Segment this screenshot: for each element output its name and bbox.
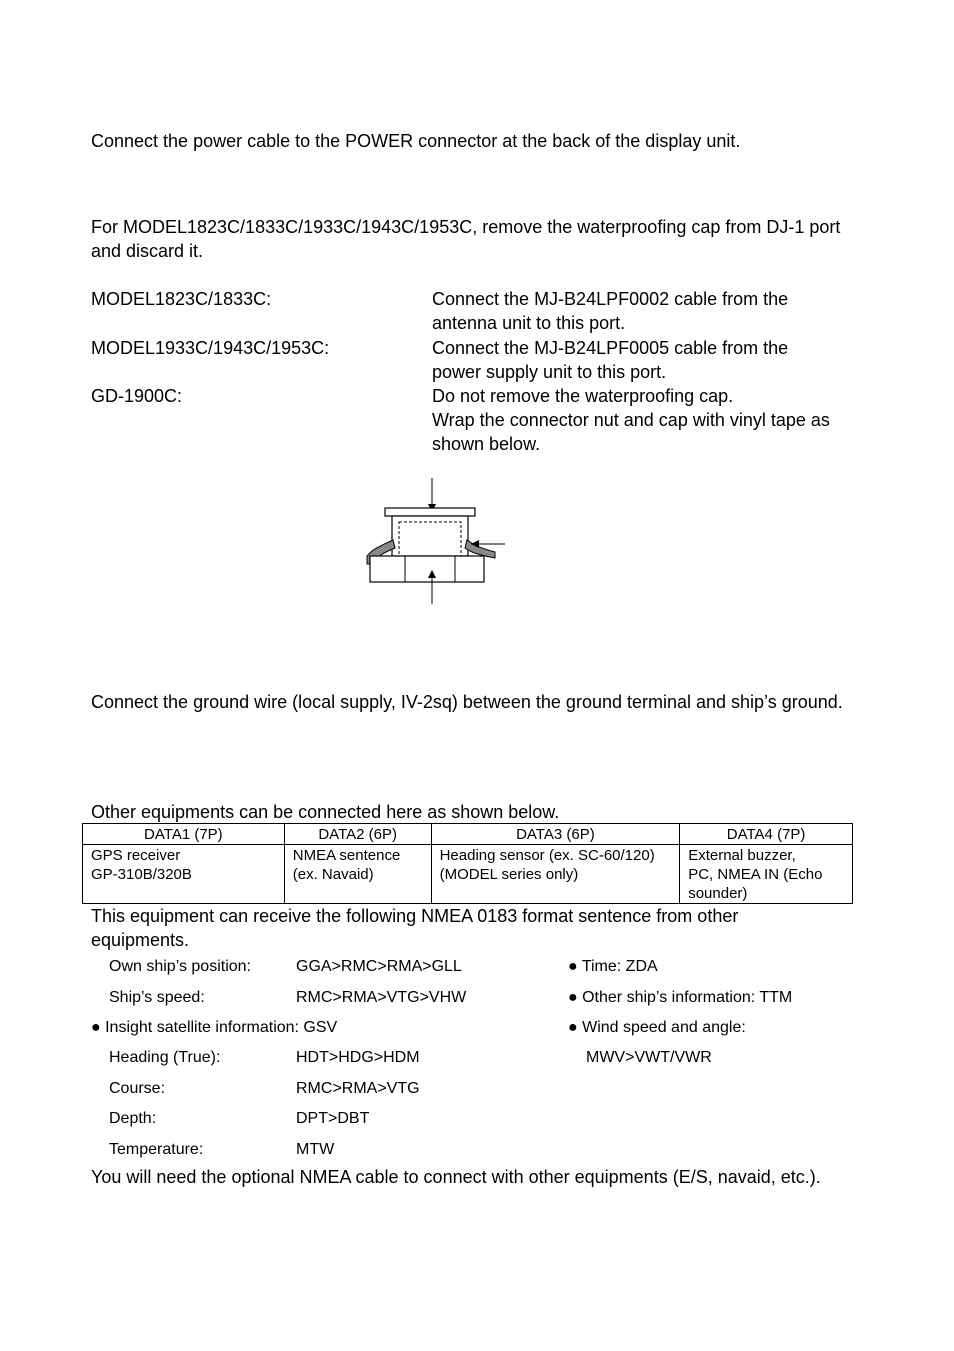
data-port-table — [82, 823, 853, 904]
sentence-label: Ship’s speed: — [109, 989, 205, 1006]
table-row — [83, 845, 853, 904]
model-3-line-3: shown below. — [432, 434, 541, 454]
cell-data4 — [680, 845, 853, 904]
header-data2: DATA2 (6P) — [284, 824, 431, 845]
cell-line: Heading sensor (ex. SC-60/120) — [439, 847, 655, 864]
sentence-value: RMC>RMA>VTG — [296, 1080, 420, 1097]
power-instruction: Connect the power cable to the POWER connector at the back of the display unit. — [91, 131, 741, 151]
model-2-name: MODEL1933C/1943C/1953C: — [91, 338, 330, 358]
other-equipments-intro: Other equipments can be connected here as shown below. — [91, 802, 560, 822]
cell-line: External buzzer, — [688, 847, 796, 864]
sentence-value: MTW — [296, 1141, 335, 1158]
sentence-label: Heading (True): — [109, 1049, 221, 1066]
nmea-intro: This equipment can receive the following NMEA 0183 format sentence from other equipments. — [91, 906, 739, 950]
model-2-line-2: power supply unit to this port. — [432, 362, 667, 382]
model-1-line-2: antenna unit to this port. — [432, 313, 626, 333]
cell-data2 — [284, 845, 431, 904]
sentence-label: Own ship’s position: — [109, 958, 251, 975]
sentence-label: Temperature: — [109, 1141, 204, 1158]
table-header-row — [83, 824, 853, 845]
cell-data3 — [431, 845, 680, 904]
sentence-label: Depth: — [109, 1110, 157, 1127]
sentence-label: ● Insight satellite information: GSV — [91, 1019, 338, 1036]
sentence-value: GGA>RMC>RMA>GLL — [296, 958, 462, 975]
sentence-label: Course: — [109, 1080, 166, 1097]
sentence-value: HDT>HDG>HDM — [296, 1049, 420, 1066]
cell-line: sounder) — [688, 885, 748, 902]
model-1-desc — [432, 287, 872, 335]
sentence-value: RMC>RMA>VTG>VHW — [296, 989, 467, 1006]
sentence-value: DPT>DBT — [296, 1110, 370, 1127]
cell-line: (ex. Navaid) — [292, 866, 374, 883]
model-2-line-1: Connect the MJ-B24LPF0005 cable from the — [432, 338, 789, 358]
ground-instruction: Connect the ground wire (local supply, IV-2sq) between the ground terminal and ship’s ground. — [91, 692, 843, 712]
model-1-name: MODEL1823C/1833C: — [91, 289, 272, 309]
sentence-right: ● Wind speed and angle: — [568, 1019, 746, 1036]
cell-line: GP-310B/320B — [91, 866, 192, 883]
sentence-right: ● Time: ZDA — [568, 958, 658, 975]
header-data1: DATA1 (7P) — [83, 824, 285, 845]
model-3-desc — [432, 384, 872, 456]
header-data4: DATA4 (7P) — [680, 824, 853, 845]
closing-note: You will need the optional NMEA cable to connect with other equipments (E/S, navaid, etc.). — [91, 1167, 821, 1187]
connector-tape-diagram — [355, 470, 515, 610]
model-2-desc — [432, 336, 872, 384]
model-3-line-1: Do not remove the waterproofing cap. — [432, 386, 734, 406]
model-1-line-1: Connect the MJ-B24LPF0002 cable from the — [432, 289, 789, 309]
cell-line: GPS receiver — [91, 847, 181, 864]
header-data3: DATA3 (6P) — [431, 824, 680, 845]
cell-data1 — [83, 845, 285, 904]
dj1-instruction: For MODEL1823C/1833C/1933C/1943C/1953C, remove the waterproofing cap from DJ-1 port and discard it. — [91, 217, 841, 261]
sentence-right: MWV>VWT/VWR — [586, 1049, 712, 1066]
model-3-name: GD-1900C: — [91, 386, 183, 406]
model-3-line-2: Wrap the connector nut and cap with vinyl tape as — [432, 410, 830, 430]
sentence-right: ● Other ship’s information: TTM — [568, 989, 793, 1006]
cell-line: (MODEL series only) — [439, 866, 579, 883]
cell-line: PC, NMEA IN (Echo — [688, 866, 823, 883]
cell-line: NMEA sentence — [292, 847, 401, 864]
